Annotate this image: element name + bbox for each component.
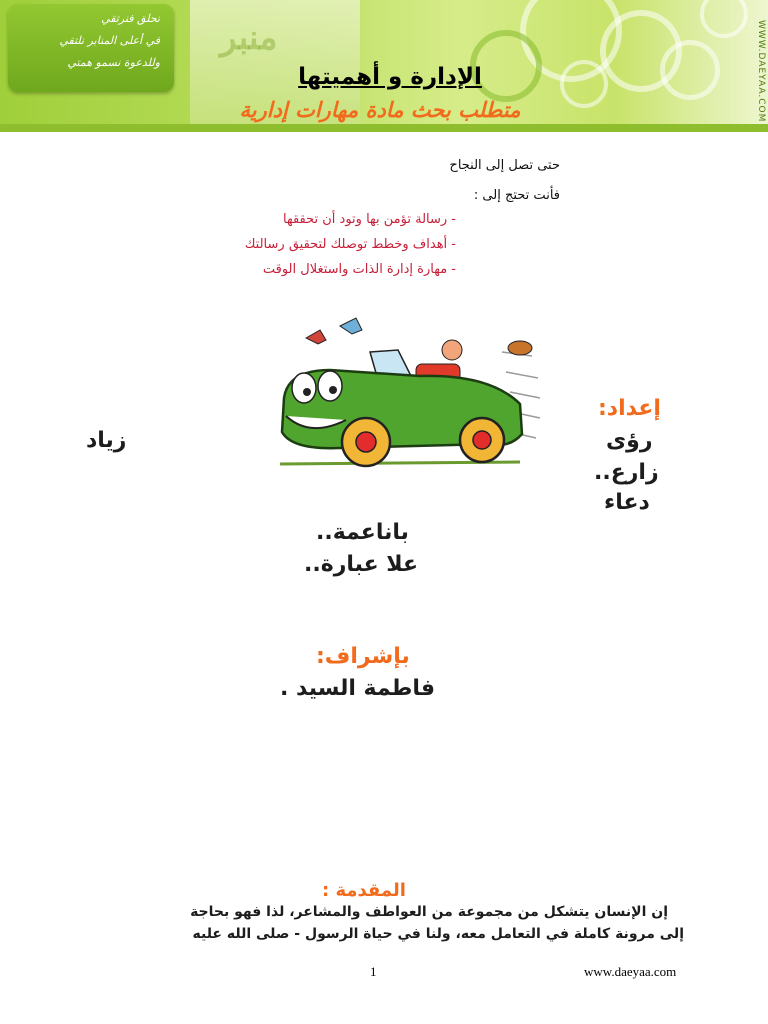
decor-circle — [660, 40, 720, 100]
logo — [8, 4, 174, 92]
intro-line: فأنت تحتج إلى : — [473, 188, 560, 203]
intro-bullet: - أهداف وخطط توصلك لتحقيق رسالتك — [244, 237, 456, 252]
main-title: الإدارة و أهميتها — [298, 64, 482, 90]
author-name: زارع.. — [594, 460, 659, 485]
banner-strip — [0, 124, 768, 132]
page-number: 1 — [370, 964, 377, 979]
footer-url[interactable]: www.daeyaa.com — [584, 964, 677, 979]
logo-line: وللدعوة نسمو همتي — [67, 56, 160, 69]
decor-circle — [700, 0, 748, 38]
side-url: WWW.DAEYAA.COM — [756, 20, 766, 123]
intro-bullet: - رسالة تؤمن بها وتود أن تحققها — [283, 212, 456, 227]
logo-line: نحلق فنرتقي — [101, 12, 160, 25]
supervisor-name: فاطمة السيد . — [280, 676, 436, 701]
author-name: علا عبارة.. — [304, 552, 419, 577]
intro-line: حتى تصل إلى النجاح — [449, 158, 560, 173]
author-name: رؤى — [606, 428, 653, 453]
sub-title: متطلب بحث مادة مهارات إدارية — [239, 98, 521, 122]
prepared-by-label: إعداد: — [598, 396, 661, 421]
introduction-line: إن الإنسان يتشكل من مجموعة من العواطف والمشاعر، لذا فهو بحاجة — [190, 904, 668, 920]
watermark-text: منبر — [220, 18, 278, 58]
supervision-label: بإشراف: — [316, 644, 410, 669]
introduction-line: إلى مرونة كاملة في التعامل معه، ولنا في حياة الرسول - صلى الله عليه — [192, 926, 684, 942]
car-illustration — [270, 312, 542, 474]
author-name: باناعمة.. — [316, 520, 409, 545]
logo-line: في أعلى المنابر نلتقي — [59, 34, 160, 47]
intro-bullet: - مهارة إدارة الذات واستغلال الوقت — [262, 262, 456, 277]
introduction-heading: المقدمة : — [322, 880, 406, 901]
author-name: زياد — [86, 428, 127, 453]
author-name: دعاء — [604, 490, 650, 515]
